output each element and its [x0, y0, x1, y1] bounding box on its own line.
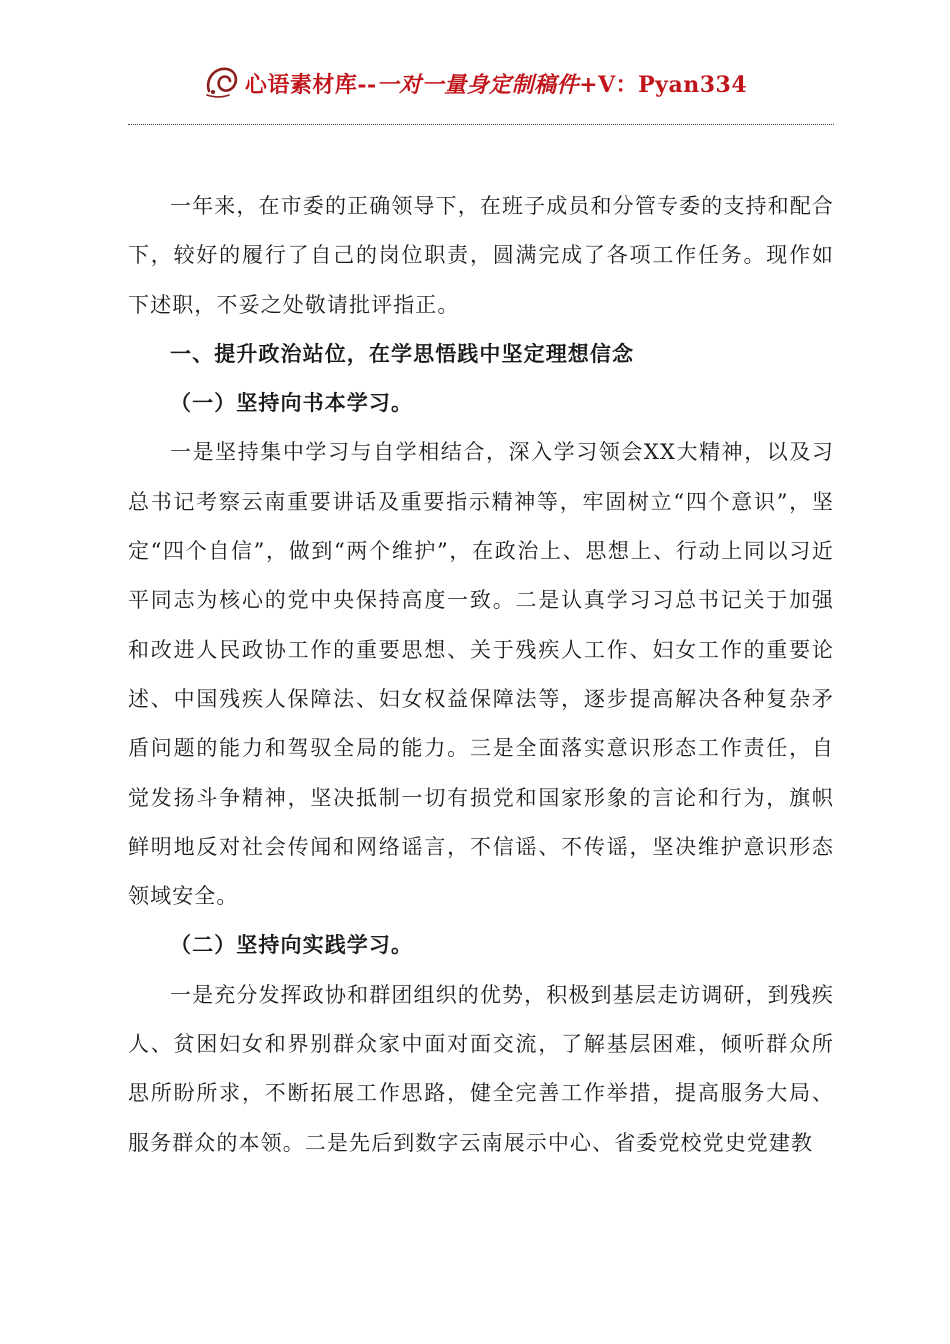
- header-contact: +V：Pyan334: [579, 71, 748, 98]
- document-header: [0, 58, 950, 108]
- section-heading: 一、提升政治站位，在学思悟践中坚定理想信念: [170, 341, 635, 366]
- body-paragraph: 一是坚持集中学习与自学相结合，深入学习领会XX大精神，以及习总书记考察云南重要讲话及重要指示精神等，牢固树立“四个意识”，坚定“四个自信”，做到“两个维护”，在政治上、思想上、行动上同以习近平同志为核心的党中央保持高度一致。二是认真学习习总书记关于加强和改进人民政协工作的重要思想、关于残疾人工作、妇女工作的重要论述、中国残疾人保障法、妇女权益保障法等，逐步提高解决各种复杂矛盾问题的能力和驾驭全局的能力。三是全面落实意识形态工作责任，自觉发扬斗争精神，坚决抵制一切有损党和国家形象的言论和行为，旗帜鲜明地反对社会传闻和网络谣言，不信谣、不传谣，坚决维护意识形态领域安全。: [128, 440, 834, 909]
- header-divider: [128, 124, 834, 125]
- header-separator: --: [357, 71, 377, 98]
- subsection-heading: （一）坚持向书本学习。: [170, 391, 414, 416]
- document-body: [128, 182, 834, 1168]
- intro-paragraph: 一年来，在市委的正确领导下，在班子成员和分管专委的支持和配合下，较好的履行了自己的岗位职责，圆满完成了各项工作任务。现作如下述职，不妥之处敬请批评指正。: [128, 194, 834, 317]
- body-paragraph: 一是充分发挥政协和群团组织的优势，积极到基层走访调研，到残疾人、贫困妇女和界别群众家中面对面交流，了解基层困难，倾听群众所思所盼所求，不断拓展工作思路，健全完善工作举措，提高服务大局、服务群众的本领。二是先后到数字云南展示中心、省委党校党史党建教: [128, 982, 834, 1155]
- header-brand: 心语素材库: [244, 71, 358, 98]
- header-title: [245, 68, 747, 99]
- subsection-heading: （二）坚持向实践学习。: [170, 933, 414, 958]
- header-slogan: 一对一量身定制稿件: [376, 71, 580, 98]
- swirl-logo-icon: [203, 61, 243, 101]
